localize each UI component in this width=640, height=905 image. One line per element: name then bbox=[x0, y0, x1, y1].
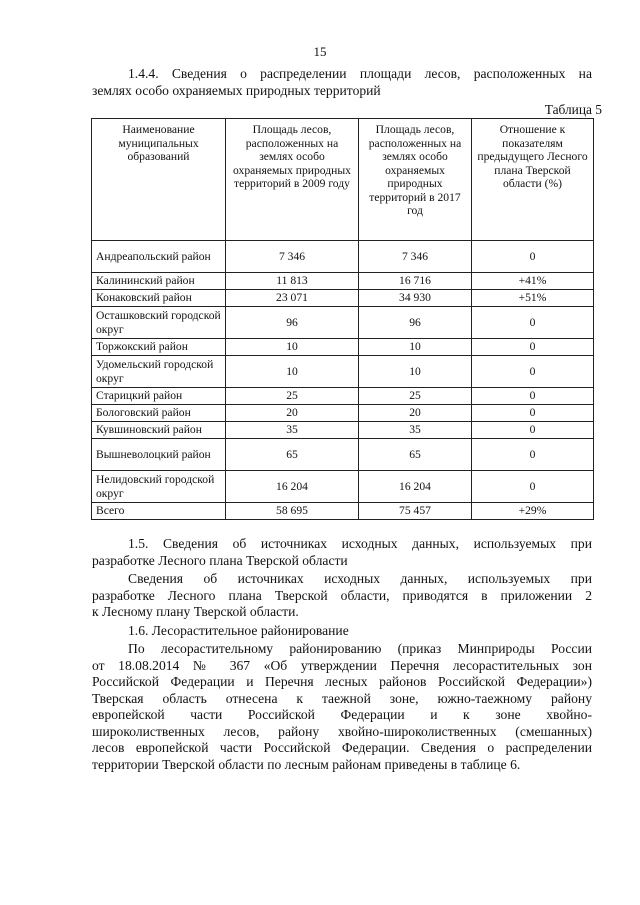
section-1-4-4-heading bbox=[92, 66, 592, 99]
table-row bbox=[92, 471, 594, 503]
section-1-6-paragraph bbox=[92, 641, 592, 773]
section-1-5-heading bbox=[92, 536, 592, 569]
heading-line-1: 1.5. Сведения об источниках исходных данных, используемых при bbox=[128, 536, 592, 551]
cell-area-2017: 34 930 bbox=[359, 290, 472, 307]
col-header-area-2009: Площадь лесов, расположенных на землях особо охраняемых природных территорий в 2009 году bbox=[226, 119, 359, 241]
cell-area-2017: 96 bbox=[359, 307, 472, 339]
table-row bbox=[92, 307, 594, 339]
table-caption: Таблица 5 bbox=[544, 102, 602, 117]
page-number: 15 bbox=[313, 44, 327, 59]
cell-total-name: Всего bbox=[92, 503, 226, 520]
table-row bbox=[92, 290, 594, 307]
cell-area-2009: 10 bbox=[226, 356, 359, 388]
cell-area-2009: 96 bbox=[226, 307, 359, 339]
cell-area-2009: 20 bbox=[226, 405, 359, 422]
cell-name: Калининский район bbox=[92, 273, 226, 290]
heading-line-2: разработке Лесного плана Тверской области bbox=[92, 552, 348, 568]
para-line: Тверская область отнесена к таежной зоне, южно-таежному району bbox=[92, 690, 592, 706]
cell-area-2017: 7 346 bbox=[359, 241, 472, 273]
cell-area-2009: 35 bbox=[226, 422, 359, 439]
cell-ratio: 0 bbox=[472, 388, 594, 405]
cell-area-2017: 35 bbox=[359, 422, 472, 439]
cell-area-2017: 20 bbox=[359, 405, 472, 422]
cell-ratio: +41% bbox=[472, 273, 594, 290]
cell-ratio: 0 bbox=[472, 339, 594, 356]
cell-area-2009: 11 813 bbox=[226, 273, 359, 290]
cell-area-2009: 23 071 bbox=[226, 290, 359, 307]
cell-ratio: +51% bbox=[472, 290, 594, 307]
cell-ratio: 0 bbox=[472, 439, 594, 471]
cell-ratio: 0 bbox=[472, 471, 594, 503]
table-total-row bbox=[92, 503, 594, 520]
cell-name: Удомельский городской округ bbox=[92, 356, 226, 388]
para-line-3: к Лесному плану Тверской области. bbox=[92, 604, 299, 619]
section-1-5-paragraph bbox=[92, 571, 592, 621]
cell-area-2017: 16 204 bbox=[359, 471, 472, 503]
cell-area-2017: 25 bbox=[359, 388, 472, 405]
cell-name: Вышневолоцкий район bbox=[92, 439, 226, 471]
cell-area-2009: 7 346 bbox=[226, 241, 359, 273]
col-header-area-2017: Площадь лесов, расположенных на землях особо охраняемых природных территорий в 2017 год bbox=[359, 119, 472, 241]
para-line: По лесорастительному районированию (приказ Минприроды России bbox=[128, 641, 592, 656]
forest-area-table bbox=[91, 118, 594, 520]
table-row bbox=[92, 356, 594, 388]
para-line-2: разработке Лесного плана Тверской области, приводятся в приложении 2 bbox=[92, 587, 592, 603]
para-line: от 18.08.2014 № 367 «Об утверждении Перечня лесорастительных зон bbox=[92, 657, 592, 673]
cell-name: Андреапольский район bbox=[92, 241, 226, 273]
cell-name: Нелидовский городской округ bbox=[92, 471, 226, 503]
cell-ratio: 0 bbox=[472, 405, 594, 422]
para-line: широколиственных лесов, району хвойно-широколиственных (смешанных) bbox=[92, 723, 592, 739]
para-line: лесов европейской части Российской Федерации. Сведения о распределении bbox=[92, 740, 592, 755]
cell-area-2017: 65 bbox=[359, 439, 472, 471]
table-row bbox=[92, 241, 594, 273]
table-row bbox=[92, 422, 594, 439]
cell-name: Бологовский район bbox=[92, 405, 226, 422]
cell-ratio: 0 bbox=[472, 241, 594, 273]
para-line: Российской Федерации и Перечня лесных районов Российской Федерации») bbox=[92, 674, 592, 689]
cell-name: Осташковский городской округ bbox=[92, 307, 226, 339]
table-row bbox=[92, 388, 594, 405]
cell-total-area-2009: 58 695 bbox=[226, 503, 359, 520]
cell-area-2017: 10 bbox=[359, 356, 472, 388]
cell-area-2009: 25 bbox=[226, 388, 359, 405]
table-row bbox=[92, 339, 594, 356]
cell-name: Торжокский район bbox=[92, 339, 226, 356]
para-line: европейской части Российской Федерации и к зоне хвойно- bbox=[92, 707, 592, 722]
para-line-1: Сведения об источниках исходных данных, используемых при bbox=[128, 571, 592, 586]
heading-line-2: землях особо охраняемых природных территорий bbox=[92, 82, 381, 98]
cell-area-2017: 10 bbox=[359, 339, 472, 356]
section-1-6-heading: 1.6. Лесорастительное районирование bbox=[128, 623, 349, 638]
col-header-municipality: Наименование муниципальных образований bbox=[92, 119, 226, 241]
cell-area-2009: 10 bbox=[226, 339, 359, 356]
cell-ratio: 0 bbox=[472, 356, 594, 388]
cell-name: Старицкий район bbox=[92, 388, 226, 405]
cell-total-area-2017: 75 457 bbox=[359, 503, 472, 520]
cell-name: Кувшиновский район bbox=[92, 422, 226, 439]
cell-area-2009: 65 bbox=[226, 439, 359, 471]
table-row bbox=[92, 273, 594, 290]
cell-total-ratio: +29% bbox=[472, 503, 594, 520]
table-row bbox=[92, 405, 594, 422]
col-header-ratio: Отношение к показателям предыдущего Лесного плана Тверской области (%) bbox=[472, 119, 594, 241]
cell-ratio: 0 bbox=[472, 422, 594, 439]
cell-name: Конаковский район bbox=[92, 290, 226, 307]
cell-area-2009: 16 204 bbox=[226, 471, 359, 503]
heading-line-1: 1.4.4. Сведения о распределении площади лесов, расположенных на bbox=[128, 66, 592, 81]
table-row bbox=[92, 439, 594, 471]
para-line: территории Тверской области по лесным районам приведены в таблице 6. bbox=[92, 756, 521, 772]
cell-ratio: 0 bbox=[472, 307, 594, 339]
cell-area-2017: 16 716 bbox=[359, 273, 472, 290]
